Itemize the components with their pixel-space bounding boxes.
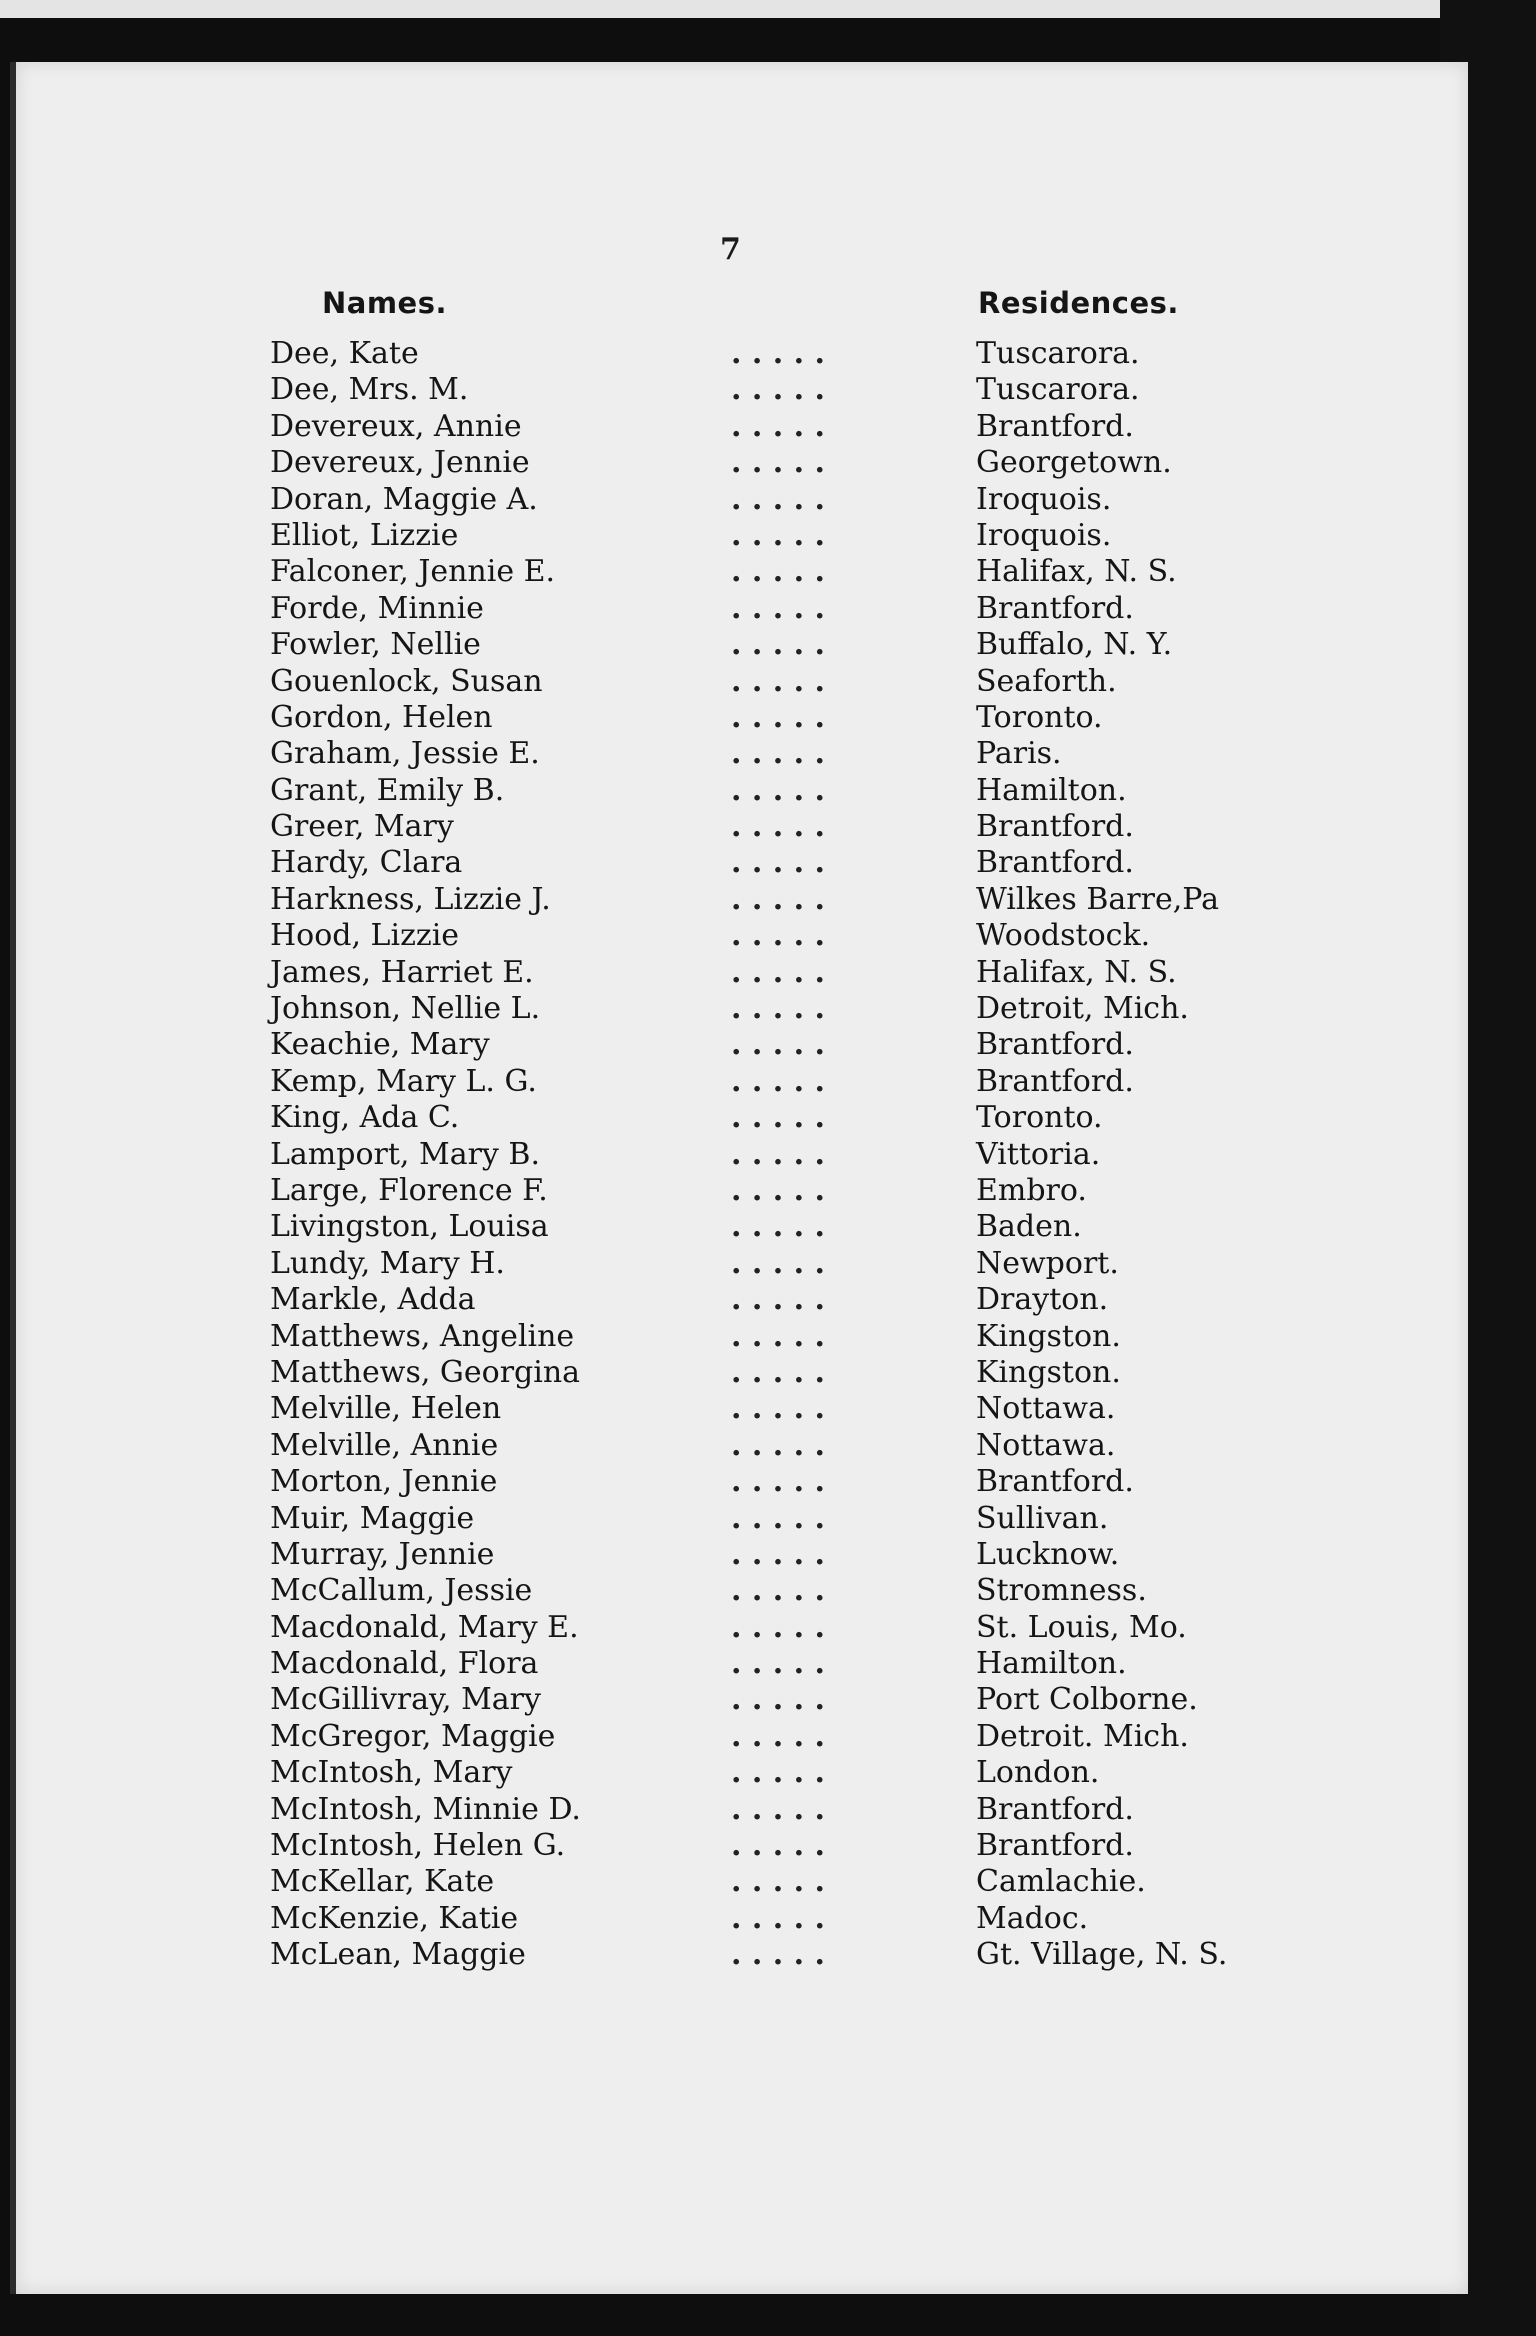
list-item [270, 1792, 1270, 1828]
leader-dots: . . . . . [731, 991, 825, 1027]
leader-dots: . . . . . [731, 1755, 825, 1791]
student-name: Large, Florence F. [270, 1172, 548, 1208]
student-residence: Hamilton. [976, 772, 1127, 808]
leader-dots: . . . . . [731, 1573, 825, 1609]
list-item [270, 1100, 1270, 1136]
student-name: Harkness, Lizzie J. [270, 881, 551, 917]
list-item [270, 1391, 1270, 1427]
student-name: Lamport, Mary B. [270, 1136, 540, 1172]
leader-dots: . . . . . [731, 1427, 825, 1463]
student-name: Devereux, Annie [270, 408, 522, 444]
leader-dots: . . . . . [731, 809, 825, 845]
names-column-header: Names. [322, 286, 448, 320]
student-residence: Kingston. [976, 1318, 1121, 1354]
list-item [270, 1246, 1270, 1282]
student-residence: Brantford. [976, 408, 1134, 444]
student-residence: Halifax, N. S. [976, 554, 1177, 590]
leader-dots: . . . . . [731, 663, 825, 699]
list-item [270, 1828, 1270, 1864]
student-residence: London. [976, 1755, 1100, 1791]
student-residence: St. Louis, Mo. [976, 1609, 1187, 1645]
student-name: Hardy, Clara [270, 845, 463, 881]
student-residence: Halifax, N. S. [976, 954, 1177, 990]
student-residence: Brantford. [976, 1027, 1134, 1063]
leader-dots: . . . . . [731, 1718, 825, 1754]
student-residence: Buffalo, N. Y. [976, 627, 1173, 663]
leader-dots: . . . . . [731, 554, 825, 590]
student-name: Macdonald, Mary E. [270, 1609, 579, 1645]
list-item [270, 1064, 1270, 1100]
list-item [270, 445, 1270, 481]
student-name: Dee, Kate [270, 336, 419, 371]
student-name: Melville, Annie [270, 1427, 499, 1463]
student-residence: Gt. Village, N. S. [976, 1937, 1228, 1973]
student-name: Johnson, Nellie L. [270, 991, 541, 1027]
leader-dots: . . . . . [731, 881, 825, 917]
leader-dots: . . . . . [731, 1900, 825, 1936]
student-residence: Georgetown. [976, 445, 1172, 481]
leader-dots: . . . . . [731, 1937, 825, 1973]
student-name: Livingston, Louisa [270, 1209, 549, 1245]
student-residence: Brantford. [976, 590, 1134, 626]
student-residence: Seaforth. [976, 663, 1117, 699]
list-item [270, 991, 1270, 1027]
student-residence: Brantford. [976, 1464, 1134, 1500]
leader-dots: . . . . . [731, 1682, 825, 1718]
page-number: 7 [720, 232, 741, 267]
student-name: Greer, Mary [270, 809, 454, 845]
list-item [270, 1282, 1270, 1318]
student-name: Gordon, Helen [270, 699, 493, 735]
leader-dots: . . . . . [731, 1500, 825, 1536]
leader-dots: . . . . . [731, 1209, 825, 1245]
student-residence: Hamilton. [976, 1646, 1127, 1682]
list-item [270, 1537, 1270, 1573]
student-name: Fowler, Nellie [270, 627, 481, 663]
leader-dots: . . . . . [731, 1282, 825, 1318]
student-name: McKenzie, Katie [270, 1900, 519, 1936]
list-item [270, 955, 1270, 991]
student-residence: Lucknow. [976, 1536, 1120, 1572]
student-name: Murray, Jennie [270, 1536, 495, 1572]
residences-column-header: Residences. [978, 286, 1179, 320]
student-name: McIntosh, Mary [270, 1755, 513, 1791]
student-residence: Sullivan. [976, 1500, 1109, 1536]
leader-dots: . . . . . [731, 408, 825, 444]
student-name: King, Ada C. [270, 1100, 460, 1136]
student-name: McIntosh, Minnie D. [270, 1791, 581, 1827]
leader-dots: . . . . . [731, 627, 825, 663]
student-name: Muir, Maggie [270, 1500, 475, 1536]
list-item [270, 1209, 1270, 1245]
student-residence: Iroquois. [976, 481, 1112, 517]
list-item [270, 1355, 1270, 1391]
student-residence: Port Colborne. [976, 1682, 1198, 1718]
student-residence: Woodstock. [976, 918, 1151, 954]
student-name: Doran, Maggie A. [270, 481, 538, 517]
student-residence: Baden. [976, 1209, 1082, 1245]
list-item [270, 409, 1270, 445]
leader-dots: . . . . . [731, 1828, 825, 1864]
student-residence: Tuscarora. [976, 372, 1140, 408]
list-item [270, 1501, 1270, 1537]
list-item [270, 518, 1270, 554]
leader-dots: . . . . . [731, 1245, 825, 1281]
leader-dots: . . . . . [731, 445, 825, 481]
list-item [270, 773, 1270, 809]
student-name: Elliot, Lizzie [270, 517, 459, 553]
student-residence: Wilkes Barre,Pa [976, 881, 1219, 917]
student-name: McGregor, Maggie [270, 1718, 556, 1754]
student-residence: Toronto. [976, 1100, 1103, 1136]
student-residence: Paris. [976, 736, 1062, 772]
student-name: McGillivray, Mary [270, 1682, 541, 1718]
leader-dots: . . . . . [731, 517, 825, 553]
student-residence: Brantford. [976, 845, 1134, 881]
leader-dots: . . . . . [731, 1354, 825, 1390]
leader-dots: . . . . . [731, 1536, 825, 1572]
student-residence: Brantford. [976, 809, 1134, 845]
student-name: Hood, Lizzie [270, 918, 460, 954]
student-name: McIntosh, Helen G. [270, 1828, 566, 1864]
student-residence: Detroit. Mich. [976, 1718, 1189, 1754]
student-residence: Newport. [976, 1245, 1119, 1281]
leader-dots: . . . . . [731, 699, 825, 735]
list-item [270, 1428, 1270, 1464]
student-residence: Camlachie. [976, 1864, 1146, 1900]
student-name: Lundy, Mary H. [270, 1245, 505, 1281]
list-item [270, 664, 1270, 700]
leader-dots: . . . . . [731, 1791, 825, 1827]
leader-dots: . . . . . [731, 954, 825, 990]
leader-dots: . . . . . [731, 845, 825, 881]
student-residence: Embro. [976, 1172, 1087, 1208]
student-name: Matthews, Georgina [270, 1354, 581, 1390]
student-residence: Tuscarora. [976, 336, 1140, 371]
list-item [270, 1464, 1270, 1500]
student-name: McCallum, Jessie [270, 1573, 533, 1609]
list-item [270, 1573, 1270, 1609]
student-name: Kemp, Mary L. G. [270, 1063, 537, 1099]
list-item [270, 336, 1270, 372]
student-residence: Iroquois. [976, 517, 1112, 553]
student-name: Keachie, Mary [270, 1027, 490, 1063]
list-item [270, 1610, 1270, 1646]
student-residence: Brantford. [976, 1063, 1134, 1099]
leader-dots: . . . . . [731, 1100, 825, 1136]
leader-dots: . . . . . [731, 918, 825, 954]
list-item [270, 1319, 1270, 1355]
student-name: McLean, Maggie [270, 1937, 526, 1973]
list-item [270, 882, 1270, 918]
list-item [270, 1864, 1270, 1900]
leader-dots: . . . . . [731, 1172, 825, 1208]
student-name: Falconer, Jennie E. [270, 554, 556, 590]
student-name: Devereux, Jennie [270, 445, 530, 481]
list-item [270, 918, 1270, 954]
leader-dots: . . . . . [731, 1391, 825, 1427]
leader-dots: . . . . . [731, 1318, 825, 1354]
list-item [270, 1901, 1270, 1937]
student-name: McKellar, Kate [270, 1864, 495, 1900]
scan-top-border [0, 0, 1440, 18]
list-item [270, 591, 1270, 627]
leader-dots: . . . . . [731, 1646, 825, 1682]
list-item [270, 1719, 1270, 1755]
student-name: Grant, Emily B. [270, 772, 505, 808]
student-residence: Toronto. [976, 699, 1103, 735]
leader-dots: . . . . . [731, 372, 825, 408]
student-name: Gouenlock, Susan [270, 663, 543, 699]
student-residence: Nottawa. [976, 1391, 1116, 1427]
student-name: Melville, Helen [270, 1391, 502, 1427]
student-list [270, 336, 1270, 1974]
student-name: Graham, Jessie E. [270, 736, 540, 772]
student-residence: Brantford. [976, 1828, 1134, 1864]
list-item [270, 736, 1270, 772]
leader-dots: . . . . . [731, 481, 825, 517]
list-item [270, 1755, 1270, 1791]
list-item [270, 1646, 1270, 1682]
student-residence: Drayton. [976, 1282, 1109, 1318]
list-item [270, 372, 1270, 408]
list-item [270, 845, 1270, 881]
leader-dots: . . . . . [731, 1864, 825, 1900]
list-item [270, 1937, 1270, 1973]
list-item [270, 627, 1270, 663]
list-item [270, 1682, 1270, 1718]
student-name: Forde, Minnie [270, 590, 484, 626]
leader-dots: . . . . . [731, 736, 825, 772]
leader-dots: . . . . . [731, 772, 825, 808]
student-residence: Stromness. [976, 1573, 1147, 1609]
student-residence: Nottawa. [976, 1427, 1116, 1463]
list-item [270, 1173, 1270, 1209]
leader-dots: . . . . . [731, 1063, 825, 1099]
student-name: Markle, Adda [270, 1282, 476, 1318]
list-item [270, 1137, 1270, 1173]
student-name: Dee, Mrs. M. [270, 372, 469, 408]
leader-dots: . . . . . [731, 1136, 825, 1172]
student-name: James, Harriet E. [270, 954, 534, 990]
list-item [270, 700, 1270, 736]
list-item [270, 1027, 1270, 1063]
student-name: Macdonald, Flora [270, 1646, 539, 1682]
list-item [270, 482, 1270, 518]
student-residence: Vittoria. [976, 1136, 1101, 1172]
leader-dots: . . . . . [731, 336, 825, 371]
student-residence: Madoc. [976, 1900, 1089, 1936]
student-residence: Brantford. [976, 1791, 1134, 1827]
student-name: Matthews, Angeline [270, 1318, 575, 1354]
student-name: Morton, Jennie [270, 1464, 498, 1500]
leader-dots: . . . . . [731, 1464, 825, 1500]
list-item [270, 554, 1270, 590]
student-residence: Kingston. [976, 1354, 1121, 1390]
list-item [270, 809, 1270, 845]
student-residence: Detroit, Mich. [976, 991, 1189, 1027]
leader-dots: . . . . . [731, 1609, 825, 1645]
leader-dots: . . . . . [731, 1027, 825, 1063]
leader-dots: . . . . . [731, 590, 825, 626]
